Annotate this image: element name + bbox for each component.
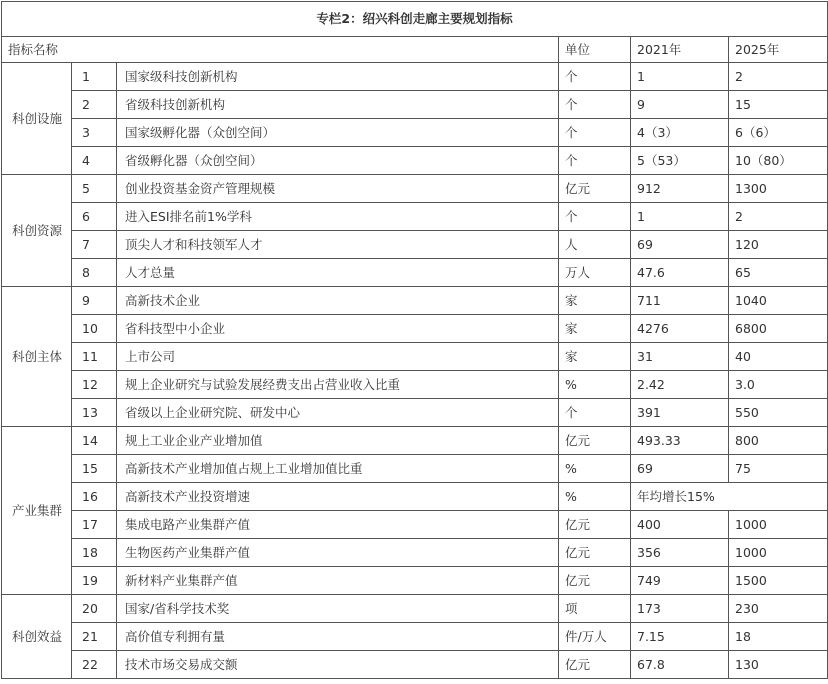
unit-cell: 万人 [559,259,631,287]
merged-value-cell: 年均增长15% [631,483,828,511]
indicator-name: 顶尖人才和科技领军人才 [117,231,559,259]
row-number: 4 [72,147,117,175]
table-row [2,343,828,371]
value-2021: 5（53） [631,147,729,175]
unit-cell: 亿元 [559,651,631,679]
value-2025: 6800 [729,315,828,343]
value-2021: 711 [631,287,729,315]
table-row [2,539,828,567]
indicator-name: 省级孵化器（众创空间） [117,147,559,175]
row-number: 7 [72,231,117,259]
value-2025: 120 [729,231,828,259]
table-row [2,371,828,399]
value-2025: 1500 [729,567,828,595]
value-2025: 2 [729,63,828,91]
table-row [2,259,828,287]
header-unit: 单位 [559,37,631,63]
value-2025: 800 [729,427,828,455]
row-number: 16 [72,483,117,511]
unit-cell: 件/万人 [559,623,631,651]
row-number: 20 [72,595,117,623]
value-2025: 15 [729,91,828,119]
row-number: 11 [72,343,117,371]
indicator-name: 集成电路产业集群产值 [117,511,559,539]
unit-cell: % [559,455,631,483]
header-indicator-name: 指标名称 [2,37,559,63]
value-2025: 1000 [729,511,828,539]
value-2021: 69 [631,455,729,483]
value-2025: 75 [729,455,828,483]
indicator-name: 省科技型中小企业 [117,315,559,343]
unit-cell: 项 [559,595,631,623]
row-number: 9 [72,287,117,315]
group-label: 科创资源 [2,175,72,287]
row-number: 5 [72,175,117,203]
row-number: 1 [72,63,117,91]
indicator-name: 新材料产业集群产值 [117,567,559,595]
row-number: 22 [72,651,117,679]
table-row [2,483,828,511]
indicator-name: 创业投资基金资产管理规模 [117,175,559,203]
unit-cell: 个 [559,399,631,427]
table-row [2,63,828,91]
table-row [2,427,828,455]
group-label: 产业集群 [2,427,72,595]
table-row [2,231,828,259]
row-number: 18 [72,539,117,567]
row-number: 10 [72,315,117,343]
indicator-name: 高价值专利拥有量 [117,623,559,651]
value-2021: 47.6 [631,259,729,287]
row-number: 12 [72,371,117,399]
value-2021: 173 [631,595,729,623]
unit-cell: 家 [559,315,631,343]
unit-cell: 个 [559,147,631,175]
header-row [2,37,828,63]
row-number: 15 [72,455,117,483]
value-2025: 65 [729,259,828,287]
unit-cell: 家 [559,343,631,371]
value-2021: 391 [631,399,729,427]
indicator-name: 人才总量 [117,259,559,287]
value-2021: 4276 [631,315,729,343]
indicator-name: 上市公司 [117,343,559,371]
value-2025: 6（6） [729,119,828,147]
indicator-table [1,1,828,679]
unit-cell: 人 [559,231,631,259]
unit-cell: 亿元 [559,427,631,455]
value-2025: 10（80） [729,147,828,175]
value-2021: 9 [631,91,729,119]
value-2025: 550 [729,399,828,427]
title-row [2,2,828,37]
value-2025: 40 [729,343,828,371]
table-row [2,203,828,231]
table-row [2,651,828,679]
value-2021: 749 [631,567,729,595]
unit-cell: 个 [559,203,631,231]
indicator-name: 技术市场交易成交额 [117,651,559,679]
table-row [2,511,828,539]
indicator-name: 高新技术产业投资增速 [117,483,559,511]
value-2021: 1 [631,203,729,231]
row-number: 17 [72,511,117,539]
indicator-name: 进入ESI排名前1%学科 [117,203,559,231]
unit-cell: 个 [559,63,631,91]
table-row [2,567,828,595]
row-number: 3 [72,119,117,147]
group-label: 科创主体 [2,287,72,427]
value-2021: 67.8 [631,651,729,679]
row-number: 14 [72,427,117,455]
row-number: 2 [72,91,117,119]
value-2025: 1040 [729,287,828,315]
indicator-name: 生物医药产业集群产值 [117,539,559,567]
table-row [2,455,828,483]
unit-cell: 亿元 [559,511,631,539]
table-title: 专栏2：绍兴科创走廊主要规划指标 [2,2,828,37]
value-2025: 1300 [729,175,828,203]
header-2021: 2021年 [631,37,729,63]
unit-cell: 家 [559,287,631,315]
indicator-name: 省级以上企业研究院、研发中心 [117,399,559,427]
unit-cell: 亿元 [559,175,631,203]
value-2021: 493.33 [631,427,729,455]
value-2025: 230 [729,595,828,623]
row-number: 6 [72,203,117,231]
row-number: 13 [72,399,117,427]
value-2025: 2 [729,203,828,231]
value-2025: 130 [729,651,828,679]
table-row [2,623,828,651]
value-2021: 4（3） [631,119,729,147]
table-row [2,399,828,427]
group-label: 科创设施 [2,63,72,175]
unit-cell: % [559,483,631,511]
unit-cell: % [559,371,631,399]
indicator-name: 国家级科技创新机构 [117,63,559,91]
indicator-name: 国家/省科学技术奖 [117,595,559,623]
value-2021: 7.15 [631,623,729,651]
indicator-name: 规上工业企业产业增加值 [117,427,559,455]
unit-cell: 个 [559,91,631,119]
table-row [2,287,828,315]
value-2025: 3.0 [729,371,828,399]
indicator-name: 省级科技创新机构 [117,91,559,119]
table-row [2,147,828,175]
indicator-name: 高新技术企业 [117,287,559,315]
value-2025: 1000 [729,539,828,567]
table-row [2,119,828,147]
row-number: 19 [72,567,117,595]
value-2025: 18 [729,623,828,651]
value-2021: 69 [631,231,729,259]
value-2021: 912 [631,175,729,203]
table-row [2,91,828,119]
row-number: 21 [72,623,117,651]
value-2021: 400 [631,511,729,539]
table-row [2,595,828,623]
row-number: 8 [72,259,117,287]
indicator-name: 规上企业研究与试验发展经费支出占营业收入比重 [117,371,559,399]
table-row [2,315,828,343]
unit-cell: 亿元 [559,539,631,567]
value-2021: 2.42 [631,371,729,399]
table-row [2,175,828,203]
value-2021: 356 [631,539,729,567]
value-2021: 31 [631,343,729,371]
unit-cell: 亿元 [559,567,631,595]
group-label: 科创效益 [2,595,72,679]
unit-cell: 个 [559,119,631,147]
indicator-name: 高新技术产业增加值占规上工业增加值比重 [117,455,559,483]
header-2025: 2025年 [729,37,828,63]
value-2021: 1 [631,63,729,91]
indicator-name: 国家级孵化器（众创空间） [117,119,559,147]
